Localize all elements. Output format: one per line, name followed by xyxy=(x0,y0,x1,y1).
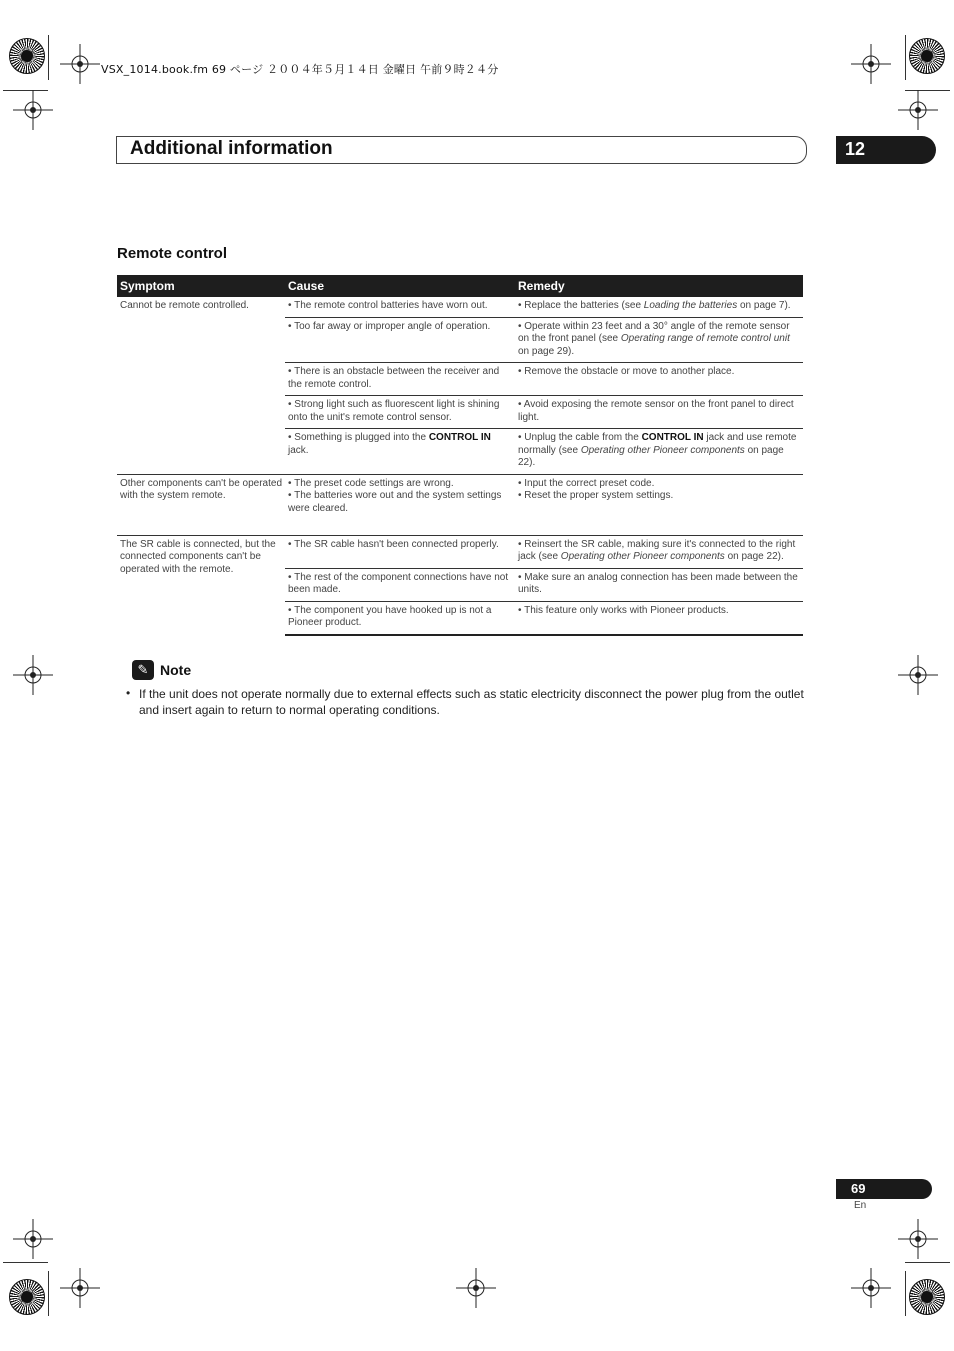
registration-crosshair-icon xyxy=(851,44,891,84)
table-row xyxy=(117,297,803,317)
page-number: 69 xyxy=(851,1181,866,1196)
crop-mark xyxy=(48,1271,49,1316)
crop-mark xyxy=(905,1262,950,1263)
troubleshooting-table xyxy=(117,275,803,636)
column-header-cause: Cause xyxy=(285,275,515,297)
note-pencil-icon: ✎ xyxy=(132,660,154,680)
symptom-cell: Other components can't be operated with the system remote. xyxy=(117,474,285,535)
cause-cell: • The remote control batteries have worn out. xyxy=(288,300,488,311)
registration-crosshair-icon xyxy=(851,1268,891,1308)
registration-crosshair-icon xyxy=(898,1219,938,1259)
cause-cell: • The preset code settings are wrong. • The batteries wore out and the system settings were cleared. xyxy=(285,474,515,535)
language-code: En xyxy=(854,1200,867,1211)
registration-crosshair-icon xyxy=(898,90,938,130)
note-text: If the unit does not operate normally due to external effects such as static electricity disconnect the power plug from the outlet and insert again to return to normal operating conditions. xyxy=(139,687,804,717)
cause-cell: • Strong light such as fluorescent light is shining onto the unit's remote control sensor. xyxy=(285,396,515,429)
remedy-cell: • This feature only works with Pioneer products. xyxy=(515,601,803,635)
cause-cell: • The SR cable hasn't been connected properly. xyxy=(285,535,515,568)
registration-rosette-icon xyxy=(9,1279,45,1315)
remedy-cell: • Replace the batteries (see Loading the batteries on page 7). xyxy=(518,300,791,311)
cause-cell: • Something is plugged into the CONTROL IN jack. xyxy=(285,429,515,475)
remedy-cell: • Remove the obstacle or move to another place. xyxy=(515,363,803,396)
symptom-cell: The SR cable is connected, but the connected components can't be operated with the remote. xyxy=(117,535,285,635)
cause-cell: • There is an obstacle between the receiver and the remote control. xyxy=(285,363,515,396)
crop-mark xyxy=(905,35,906,80)
column-header-remedy: Remedy xyxy=(515,275,803,297)
registration-crosshair-icon xyxy=(13,90,53,130)
registration-rosette-icon xyxy=(9,38,45,74)
remedy-cell: • Unplug the cable from the CONTROL IN jack and use remote normally (see Operating other Pioneer components on page 22). xyxy=(515,429,803,475)
cause-cell: • Too far away or improper angle of operation. xyxy=(285,317,515,363)
symptom-cell: Cannot be remote controlled. xyxy=(120,300,249,311)
registration-crosshair-icon xyxy=(60,1268,100,1308)
remedy-cell: • Make sure an analog connection has been made between the units. xyxy=(515,568,803,601)
remedy-cell: • Avoid exposing the remote sensor on the front panel to direct light. xyxy=(515,396,803,429)
registration-crosshair-icon xyxy=(456,1268,496,1308)
section-header-bar xyxy=(116,136,807,164)
registration-rosette-icon xyxy=(909,1279,945,1315)
registration-crosshair-icon xyxy=(13,1219,53,1259)
chapter-number: 12 xyxy=(845,139,866,159)
cause-cell: • The component you have hooked up is not a Pioneer product. xyxy=(285,601,515,635)
cause-cell: • The rest of the component connections have not been made. xyxy=(285,568,515,601)
section-title: Additional information xyxy=(130,138,333,159)
chapter-badge xyxy=(836,136,936,164)
note-title: Note xyxy=(160,662,192,678)
crop-mark xyxy=(905,1271,906,1316)
crop-mark xyxy=(48,35,49,80)
registration-crosshair-icon xyxy=(898,655,938,695)
column-header-symptom: Symptom xyxy=(117,275,285,297)
subsection-title: Remote control xyxy=(117,245,228,262)
registration-crosshair-icon xyxy=(60,44,100,84)
remedy-cell: • Operate within 23 feet and a 30° angle of the remote sensor on the front panel (see Operating range of remote control unit on page 29). xyxy=(515,317,803,363)
note-bullet: • xyxy=(126,686,131,700)
crop-mark xyxy=(3,1262,48,1263)
file-header: VSX_1014.book.fm 69 ページ ２００４年５月１４日 金曜日 午前９時２４分 xyxy=(101,63,499,76)
table-row xyxy=(117,535,803,568)
table-row xyxy=(117,474,803,535)
remedy-cell: • Input the correct preset code. • Reset the proper system settings. xyxy=(515,474,803,535)
page-number-badge xyxy=(836,1179,932,1199)
registration-crosshair-icon xyxy=(13,655,53,695)
registration-rosette-icon xyxy=(909,38,945,74)
table-header-row xyxy=(117,275,803,297)
remedy-cell: • Reinsert the SR cable, making sure it's connected to the right jack (see Operating other Pioneer components on page 22). xyxy=(515,535,803,568)
